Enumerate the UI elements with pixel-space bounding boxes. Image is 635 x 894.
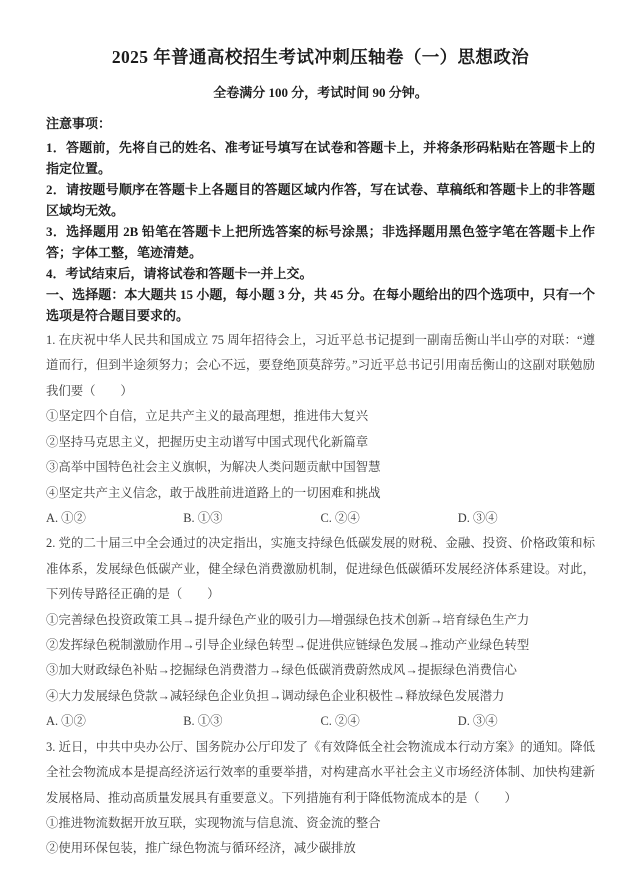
exam-score-time-subtitle: 全卷满分 100 分，考试时间 90 分钟。 [213,85,428,101]
question-2-statement-1: ①完善绿色投资政策工具→提升绿色产业的吸引力—增强绿色技术创新→培育绿色生产力 [46,612,530,627]
question-2-statement-4: ④大力发展绿色贷款→减轻绿色企业负担→调动绿色企业积极性→释放绿色发展潜力 [46,688,505,703]
question-1-choice-b[interactable]: B. ①③ [183,510,223,525]
question-2-choice-c[interactable]: C. ②④ [320,714,360,729]
question-1-choice-a[interactable]: A. ①② [46,510,86,525]
question-1 [46,328,595,531]
question-1-statement-3: ③高举中国特色社会主义旗帜，为解决人类问题贡献中国智慧 [46,460,381,475]
question-1-statement-1: ①坚定四个自信，立足共产主义的最高理想，推进伟大复兴 [46,409,369,424]
notice-item-1: 1．答题前，先将自己的姓名、准考证号填写在试卷和答题卡上，并将条形码粘贴在答题卡上的指定位置。 [46,139,595,176]
question-3 [46,735,595,862]
notice-heading: 注意事项： [46,116,112,132]
notice-item-4: 4．考试结束后，请将试卷和答题卡一并上交。 [46,265,313,281]
question-3-statement-1: ①推进物流数据开放互联，实现物流与信息流、资金流的整合 [46,816,381,831]
notice-item-2: 2．请按题号顺序在答题卡上各题目的答题区域内作答，写在试卷、草稿纸和答题卡上的非答题区域均无效。 [46,181,595,218]
page-title: 2025 年普通高校招生考试冲刺压轴卷（一）思想政治 [111,47,530,67]
question-2-choice-a[interactable]: A. ①② [46,714,86,729]
question-1-statement-2: ②坚持马克思主义，把握历史主动谱写中国式现代化新篇章 [46,434,369,449]
notice-item-3: 3．选择题用 2B 铅笔在答题卡上把所选答案的标号涂黑；非选择题用黑色签字笔在答题卡上作答；字体工整，笔迹清楚。 [46,223,595,260]
question-1-choices [46,506,595,531]
question-1-stem: 1. 在庆祝中华人民共和国成立 75 周年招待会上，习近平总书记提到一副南岳衡山半山亭的对联：“遵道而行，但到半途须努力；会心不远，要登绝顶莫辞劳。”习近平总书记引用南岳衡山的这副对联勉励我们要（ ） [46,333,595,398]
question-3-statement-2: ②使用环保包装，推广绿色物流与循环经济，减少碳排放 [46,841,356,856]
question-3-stem: 3. 近日，中共中央办公厅、国务院办公厅印发了《有效降低全社会物流成本行动方案》的通知。降低全社会物流成本是提高经济运行效率的重要举措，对构建高水平社会主义市场经济体制、加快构建新发展格局、推动高质量发展具有重要意义。下列措施有利于降低物流成本的是（ ） [46,739,595,805]
question-2-statement-3: ③加大财政绿色补贴→挖掘绿色消费潜力→绿色低碳消费蔚然成风→提振绿色消费信心 [46,663,517,678]
question-1-choice-c[interactable]: C. ②④ [320,510,360,525]
question-1-choice-d[interactable]: D. ③④ [457,510,498,525]
question-2-choice-b[interactable]: B. ①③ [183,714,223,729]
question-1-statement-4: ④坚定共产主义信念，敢于战胜前进道路上的一切困难和挑战 [46,485,381,500]
section-heading-multiple-choice: 一、选择题：本大题共 15 小题，每小题 3 分，共 45 分。在每小题给出的四个选项中，只有一个选项是符合题目要求的。 [46,286,595,323]
question-2 [46,531,595,734]
question-2-stem: 2. 党的二十届三中全会通过的决定指出，实施支持绿色低碳发展的财税、金融、投资、价格政策和标准体系，发展绿色低碳产业，健全绿色消费激励机制，促进绿色低碳循环发展经济体系建设。对此，下列传导路径正确的是（ ） [46,536,595,602]
question-2-statement-2: ②发挥绿色税制激励作用→引导企业绿色转型→促进供应链绿色发展→推动产业绿色转型 [46,638,530,653]
question-2-choice-d[interactable]: D. ③④ [457,714,498,729]
question-2-choices [46,709,595,734]
